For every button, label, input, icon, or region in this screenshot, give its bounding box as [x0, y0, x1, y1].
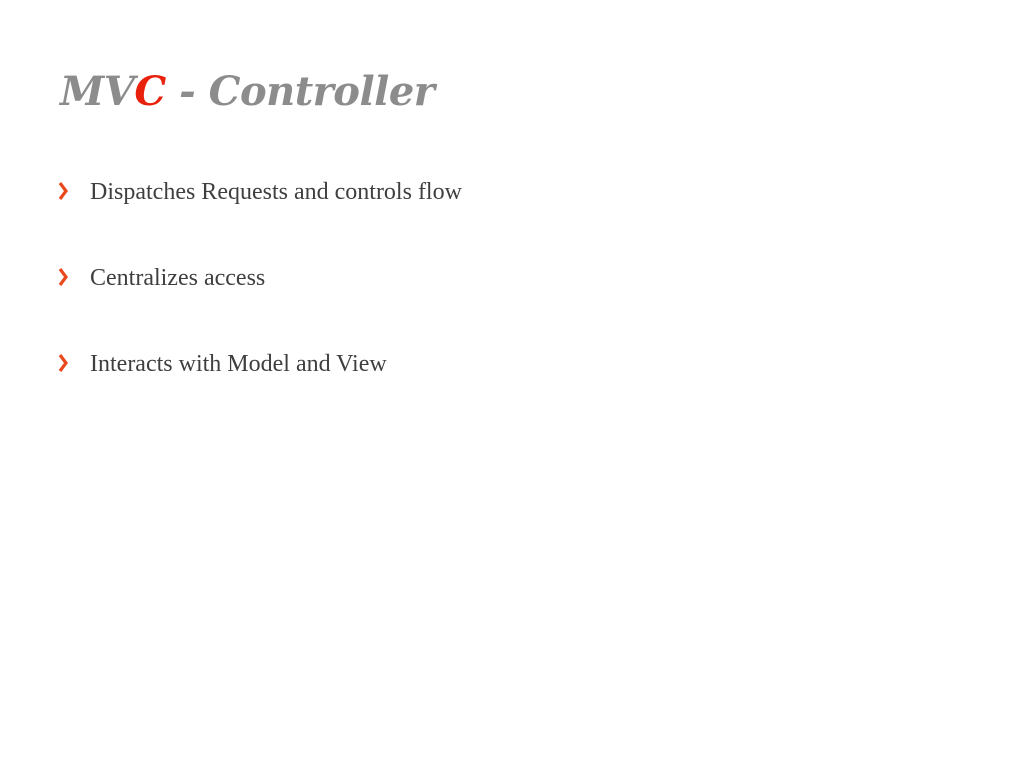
- bullet-text: Interacts with Model and View: [90, 351, 387, 377]
- bullet-text: Dispatches Requests and controls flow: [90, 179, 462, 205]
- title-prefix: MV: [60, 68, 135, 115]
- title-highlight: C: [134, 68, 166, 115]
- chevron-right-icon: [58, 180, 68, 202]
- bullet-item: [58, 174, 462, 260]
- bullet-item: [58, 346, 462, 432]
- bullet-list: [58, 174, 462, 432]
- bullet-text: Centralizes access: [90, 265, 266, 291]
- chevron-right-icon: [58, 352, 68, 374]
- bullet-item: [58, 260, 462, 346]
- title-suffix: - Controller: [165, 68, 435, 115]
- chevron-right-icon: [58, 266, 68, 288]
- slide-title: [60, 68, 434, 115]
